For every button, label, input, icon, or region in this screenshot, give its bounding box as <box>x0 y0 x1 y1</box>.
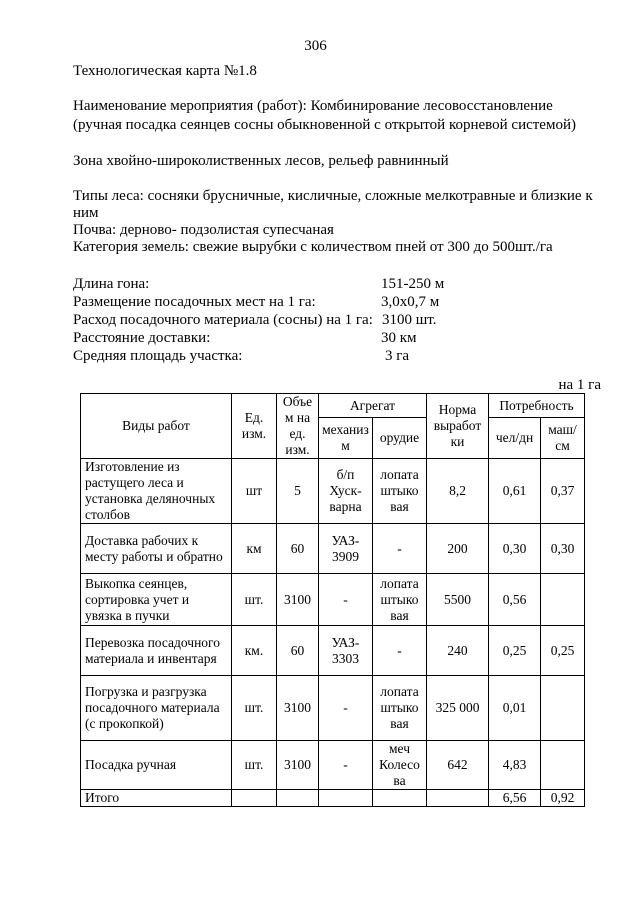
header-works: Виды работ <box>81 394 232 459</box>
cell-person-days: 0,56 <box>489 574 541 626</box>
cell-work: Доставка рабочих к месту работы и обратно <box>81 524 232 574</box>
header-aggregate: Агрегат <box>319 394 427 418</box>
param-value: 3 га <box>385 348 410 364</box>
cell-norm: 325 000 <box>427 676 489 741</box>
zone-text: Зона хвойно-широколиственных лесов, рельеф равнинный <box>73 153 449 169</box>
cell-unit: шт <box>232 459 277 524</box>
cell-machine-shifts: 0,25 <box>541 626 585 676</box>
activity-name-line2: (ручная посадка сеянцев сосны обыкновенной с открытой корневой системой) <box>73 117 576 133</box>
table-row <box>81 676 585 741</box>
cell-mechanism: - <box>319 741 373 790</box>
unit-note: на 1 га <box>558 377 601 393</box>
cell-work: Посадка ручная <box>81 741 232 790</box>
header-machine-shifts: маш/ см <box>541 418 585 459</box>
header-norm: Норма выработ ки <box>427 394 489 459</box>
cell-machine-shifts: 0,30 <box>541 524 585 574</box>
cell-unit: км. <box>232 626 277 676</box>
header-person-days: чел/дн <box>489 418 541 459</box>
activity-name-line1: Наименование мероприятия (работ): Комбинирование лесовосстановление <box>73 98 553 114</box>
cell-person-days: 0,30 <box>489 524 541 574</box>
param-label: Расстояние доставки: <box>73 330 211 346</box>
param-label: Длина гона: <box>73 276 150 292</box>
table-row <box>81 459 585 524</box>
cell-volume: 60 <box>277 524 319 574</box>
forest-types-line2: ним <box>73 205 99 221</box>
cell-person-days: 4,83 <box>489 741 541 790</box>
header-unit: Ед. изм. <box>232 394 277 459</box>
land-category-text: Категория земель: свежие вырубки с количеством пней от 300 до 500шт./га <box>73 239 553 255</box>
param-label: Размещение посадочных мест на 1 га: <box>73 294 316 310</box>
cell-machine-shifts <box>541 676 585 741</box>
cell-mechanism: - <box>319 676 373 741</box>
cell-mechanism: УАЗ- 3303 <box>319 626 373 676</box>
cell-tool: лопата штыко вая <box>373 676 427 741</box>
param-label: Расход посадочного материала (сосны) на 1 га: <box>73 312 373 328</box>
cell-unit: шт. <box>232 741 277 790</box>
cell-empty <box>319 790 373 807</box>
param-value: 30 км <box>381 330 417 346</box>
cell-norm: 240 <box>427 626 489 676</box>
cell-total-machine-shifts: 0,92 <box>541 790 585 807</box>
cell-empty <box>427 790 489 807</box>
cell-person-days: 0,01 <box>489 676 541 741</box>
cell-total-label: Итого <box>81 790 232 807</box>
table-header-row <box>81 394 585 418</box>
cell-volume: 3100 <box>277 741 319 790</box>
cell-empty <box>232 790 277 807</box>
cell-work: Перевозка посадочного материала и инвентаря <box>81 626 232 676</box>
document-title: Технологическая карта №1.8 <box>73 63 257 79</box>
cell-machine-shifts <box>541 741 585 790</box>
cell-total-person-days: 6,56 <box>489 790 541 807</box>
cell-volume: 5 <box>277 459 319 524</box>
cell-work: Изготовление из растущего леса и установка деляночных столбов <box>81 459 232 524</box>
cell-empty <box>373 790 427 807</box>
cell-norm: 200 <box>427 524 489 574</box>
cell-tool: - <box>373 626 427 676</box>
cell-mechanism: б/п Хуск- варна <box>319 459 373 524</box>
header-volume: Объе м на ед. изм. <box>277 394 319 459</box>
cell-person-days: 0,25 <box>489 626 541 676</box>
cell-unit: км <box>232 524 277 574</box>
page-number: 306 <box>304 38 327 54</box>
cell-tool: - <box>373 524 427 574</box>
header-need: Потребность <box>489 394 585 418</box>
table-row <box>81 626 585 676</box>
cell-norm: 5500 <box>427 574 489 626</box>
table-total-row <box>81 790 585 807</box>
cell-person-days: 0,61 <box>489 459 541 524</box>
cell-tool: меч Колесо ва <box>373 741 427 790</box>
cell-mechanism: УАЗ- 3909 <box>319 524 373 574</box>
forest-types-line1: Типы леса: сосняки брусничные, кисличные, сложные мелкотравные и близкие к <box>73 188 593 204</box>
header-tool: орудие <box>373 418 427 459</box>
cell-unit: шт. <box>232 676 277 741</box>
cell-tool: лопата штыко вая <box>373 459 427 524</box>
cell-volume: 3100 <box>277 574 319 626</box>
cell-empty <box>277 790 319 807</box>
param-label: Средняя площадь участка: <box>73 348 243 364</box>
table-row <box>81 574 585 626</box>
cell-norm: 642 <box>427 741 489 790</box>
cell-machine-shifts <box>541 574 585 626</box>
cell-work: Погрузка и разгрузка посадочного материала (с прокопкой) <box>81 676 232 741</box>
cell-volume: 60 <box>277 626 319 676</box>
header-mechanism: механиз м <box>319 418 373 459</box>
table-row <box>81 741 585 790</box>
table-row <box>81 524 585 574</box>
cell-unit: шт. <box>232 574 277 626</box>
work-table <box>80 393 585 807</box>
cell-norm: 8,2 <box>427 459 489 524</box>
cell-machine-shifts: 0,37 <box>541 459 585 524</box>
cell-mechanism: - <box>319 574 373 626</box>
cell-tool: лопата штыко вая <box>373 574 427 626</box>
soil-text: Почва: дерново- подзолистая супесчаная <box>73 222 334 238</box>
cell-work: Выкопка сеянцев, сортировка учет и увязка в пучки <box>81 574 232 626</box>
param-value: 3100 шт. <box>382 312 437 328</box>
param-value: 3,0х0,7 м <box>381 294 440 310</box>
cell-volume: 3100 <box>277 676 319 741</box>
param-value: 151-250 м <box>381 276 445 292</box>
